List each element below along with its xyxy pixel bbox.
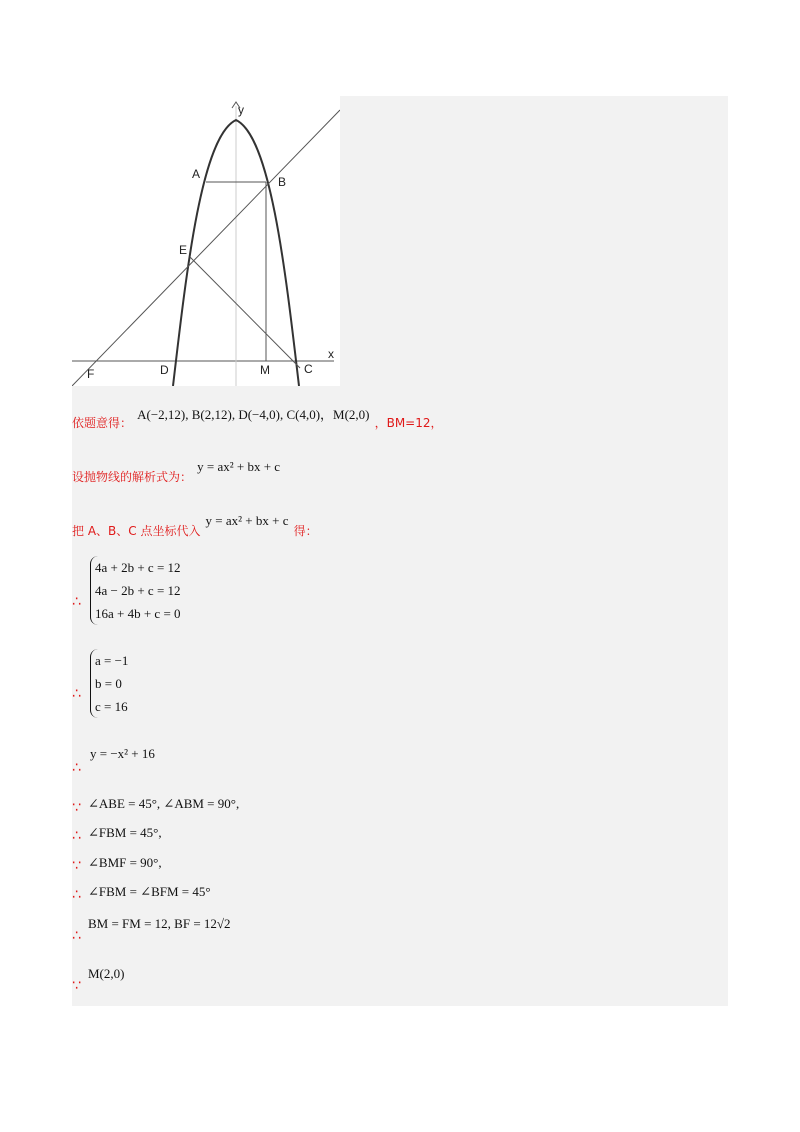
geometry-figure bbox=[72, 96, 340, 386]
therefore-symbol: ∴ bbox=[72, 760, 81, 776]
given-line bbox=[72, 407, 443, 431]
label-d: D bbox=[160, 363, 169, 377]
equal-angles-statement: ∠FBM = ∠BFM = 45° bbox=[88, 884, 211, 899]
substitute-suffix: 得： bbox=[293, 524, 318, 538]
system1-eq3: 16a + 4b + c = 0 bbox=[95, 606, 181, 621]
system2-b: b = 0 bbox=[95, 676, 122, 691]
substitute-formula: y = ax² + bx + c bbox=[205, 513, 289, 528]
assume-line bbox=[72, 459, 281, 485]
given-prefix: 依题意得： bbox=[72, 416, 133, 430]
therefore-symbol: ∴ bbox=[72, 828, 81, 844]
label-y: y bbox=[238, 103, 244, 117]
assume-prefix: 设抛物线的解析式为： bbox=[72, 470, 193, 484]
system1-eq2: 4a − 2b + c = 12 bbox=[95, 583, 181, 598]
lengths-statement: BM = FM = 12, BF = 12√2 bbox=[88, 916, 231, 931]
because-symbol: ∵ bbox=[72, 858, 81, 874]
given-points: A(−2,12), B(2,12), D(−4,0), C(4,0)，M(2,0) bbox=[137, 407, 370, 422]
label-f: F bbox=[87, 367, 95, 381]
label-x: x bbox=[328, 347, 334, 361]
therefore-symbol: ∴ bbox=[72, 594, 81, 610]
label-c: C bbox=[304, 362, 313, 376]
angle-fbm-statement: ∠FBM = 45°, bbox=[88, 825, 162, 840]
label-e: E bbox=[179, 243, 188, 257]
therefore-symbol: ∴ bbox=[72, 887, 81, 903]
line-fb bbox=[72, 110, 340, 386]
system2-c: c = 16 bbox=[95, 699, 128, 714]
system2-a: a = −1 bbox=[95, 653, 129, 668]
parabola-equation: y = −x² + 16 bbox=[90, 746, 155, 761]
assume-formula: y = ax² + bx + c bbox=[197, 459, 281, 474]
equation-system-1 bbox=[90, 556, 181, 625]
angles-statement: ∠ABE = 45°, ∠ABM = 90°, bbox=[88, 796, 240, 811]
because-symbol: ∵ bbox=[72, 800, 81, 816]
parabola-diagram bbox=[72, 96, 340, 386]
point-m-statement: M(2,0) bbox=[88, 966, 125, 981]
angle-bmf-statement: ∠BMF = 90°, bbox=[88, 855, 162, 870]
substitute-prefix: 把 A、B、C 点坐标代入 bbox=[72, 524, 201, 538]
given-suffix: ，BM=12， bbox=[374, 416, 443, 430]
therefore-symbol: ∴ bbox=[72, 686, 81, 702]
label-m: M bbox=[260, 363, 270, 377]
label-b: B bbox=[278, 175, 287, 189]
because-symbol: ∵ bbox=[72, 978, 81, 994]
system1-eq1: 4a + 2b + c = 12 bbox=[95, 560, 181, 575]
label-a: A bbox=[192, 167, 201, 181]
equation-system-2 bbox=[90, 649, 128, 718]
therefore-symbol: ∴ bbox=[72, 928, 81, 944]
substitute-line bbox=[72, 513, 318, 539]
content-panel bbox=[72, 96, 728, 1006]
segment-ec bbox=[190, 257, 300, 368]
